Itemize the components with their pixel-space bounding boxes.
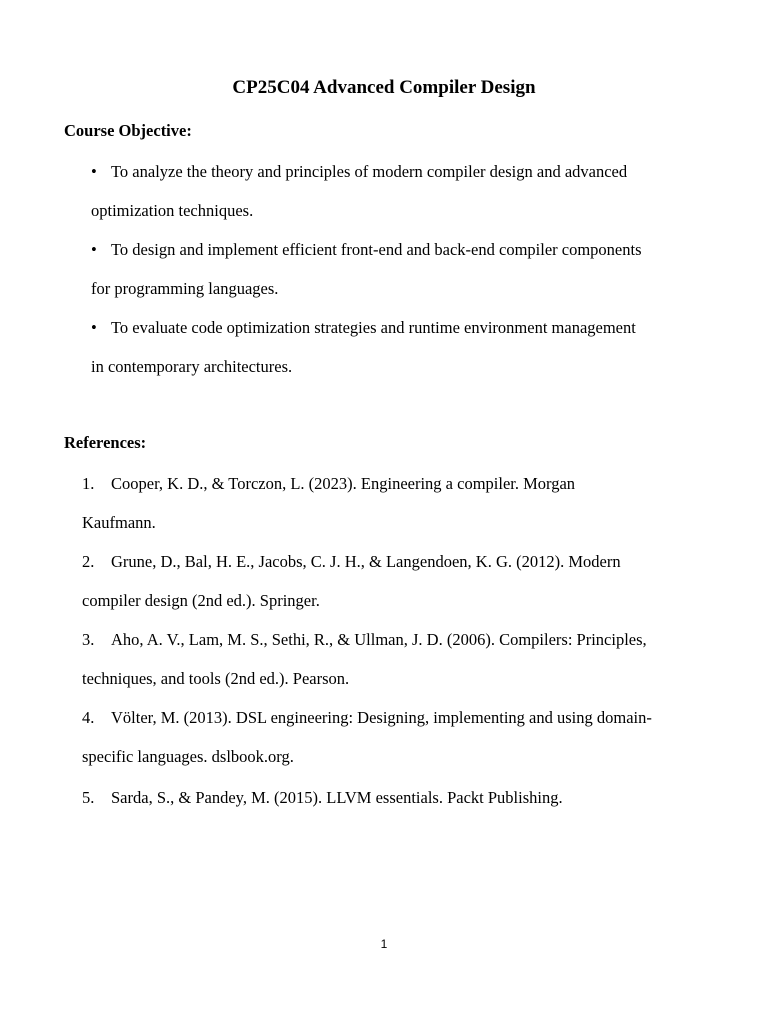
- course-objective-heading: Course Objective:: [64, 121, 192, 140]
- objective-text-line1: To design and implement efficient front-end and back-end compiler components: [111, 240, 642, 259]
- reference-number: 2.: [82, 552, 95, 571]
- objective-text-line1: To analyze the theory and principles of modern compiler design and advanced: [111, 162, 628, 181]
- reference-item: [82, 464, 722, 542]
- bullet-icon: •: [91, 240, 97, 259]
- reference-text-line1: Cooper, K. D., & Torczon, L. (2023). Engineering a compiler. Morgan: [111, 474, 576, 493]
- reference-item: [82, 620, 722, 698]
- bullet-icon: •: [91, 318, 97, 337]
- objective-text-line2: optimization techniques.: [91, 201, 254, 220]
- reference-text-line1: Völter, M. (2013). DSL engineering: Designing, implementing and using domain-: [111, 708, 652, 727]
- document-title: CP25C04 Advanced Compiler Design: [232, 77, 536, 98]
- reference-number: 3.: [82, 630, 95, 649]
- reference-item: [82, 698, 722, 776]
- reference-text-line1: Sarda, S., & Pandey, M. (2015). LLVM essentials. Packt Publishing.: [111, 788, 563, 807]
- objective-text-line1: To evaluate code optimization strategies and runtime environment management: [111, 318, 636, 337]
- reference-text-line2: compiler design (2nd ed.). Springer.: [82, 591, 320, 610]
- objective-item: [91, 152, 731, 230]
- reference-text-line1: Grune, D., Bal, H. E., Jacobs, C. J. H., & Langendoen, K. G. (2012). Modern: [111, 552, 621, 571]
- objective-text-line2: for programming languages.: [91, 279, 279, 298]
- reference-number: 4.: [82, 708, 95, 727]
- reference-number: 1.: [82, 474, 95, 493]
- references-heading: References:: [64, 433, 147, 452]
- objective-item: [91, 230, 731, 308]
- reference-text-line1: Aho, A. V., Lam, M. S., Sethi, R., & Ullman, J. D. (2006). Compilers: Principles,: [111, 630, 647, 649]
- reference-text-line2: specific languages. dslbook.org.: [82, 747, 294, 766]
- reference-item: [82, 542, 722, 620]
- reference-item: [82, 778, 722, 817]
- objective-item: [91, 308, 731, 386]
- reference-text-line2: techniques, and tools (2nd ed.). Pearson.: [82, 669, 350, 688]
- reference-text-line2: Kaufmann.: [82, 513, 156, 532]
- objective-text-line2: in contemporary architectures.: [91, 357, 293, 376]
- reference-number: 5.: [82, 788, 95, 807]
- bullet-icon: •: [91, 162, 97, 181]
- page-number: 1: [380, 937, 388, 951]
